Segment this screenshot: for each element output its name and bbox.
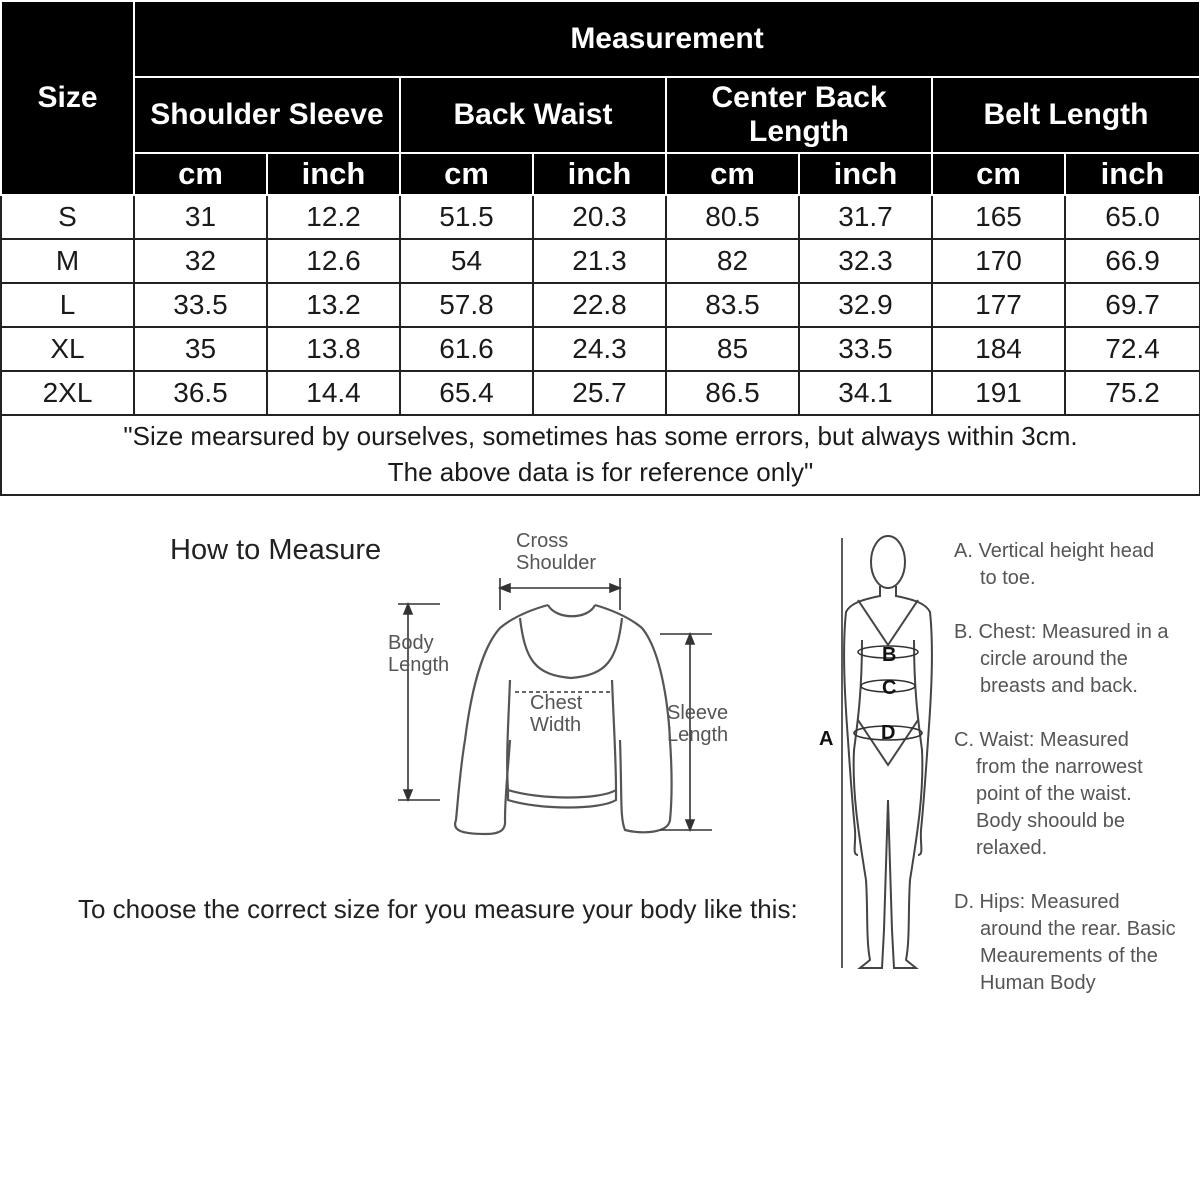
value-cell: 31.7	[799, 195, 932, 239]
sleeve-length-label: Sleeve Length	[667, 702, 729, 746]
measurement-header: Measurement	[134, 1, 1200, 77]
value-cell: 69.7	[1065, 283, 1200, 327]
value-cell: 72.4	[1065, 327, 1200, 371]
size-header: Size	[1, 1, 134, 195]
body-letter-c: C	[882, 677, 897, 699]
group-belt-length: Belt Length	[932, 77, 1200, 153]
value-cell: 32	[134, 239, 267, 283]
unit-header: inch	[1065, 153, 1200, 195]
measure-guide	[0, 500, 1200, 1200]
size-cell: L	[1, 283, 134, 327]
body-length-label: Body Length	[388, 632, 450, 676]
value-cell: 80.5	[666, 195, 799, 239]
table-row	[1, 283, 1200, 327]
value-cell: 33.5	[134, 283, 267, 327]
value-cell: 177	[932, 283, 1065, 327]
value-cell: 36.5	[134, 371, 267, 415]
note-line-1: "Size mearsured by ourselves, sometimes has some errors, but always within 3cm.	[123, 421, 1078, 451]
human-body-illustration	[844, 536, 932, 968]
unit-header: cm	[932, 153, 1065, 195]
body-letter-b: B	[882, 644, 897, 666]
value-cell: 65.0	[1065, 195, 1200, 239]
body-letter-d: D	[881, 722, 896, 744]
value-cell: 22.8	[533, 283, 666, 327]
cross-shoulder-label: Cross Shoulder	[516, 530, 597, 574]
value-cell: 25.7	[533, 371, 666, 415]
description-a: A. Vertical height head to toe.	[954, 540, 1155, 589]
unit-header: cm	[666, 153, 799, 195]
value-cell: 85	[666, 327, 799, 371]
value-cell: 86.5	[666, 371, 799, 415]
table-row	[1, 239, 1200, 283]
value-cell: 35	[134, 327, 267, 371]
table-note-row	[1, 415, 1200, 495]
value-cell: 61.6	[400, 327, 533, 371]
value-cell: 20.3	[533, 195, 666, 239]
description-b: B. Chest: Measured in a circle around the breasts and back.	[954, 621, 1169, 697]
size-cell: M	[1, 239, 134, 283]
size-chart-table	[0, 0, 1200, 496]
value-cell: 12.6	[267, 239, 400, 283]
value-cell: 24.3	[533, 327, 666, 371]
unit-header: inch	[267, 153, 400, 195]
value-cell: 12.2	[267, 195, 400, 239]
value-cell: 31	[134, 195, 267, 239]
group-shoulder-sleeve: Shoulder Sleeve	[134, 77, 400, 153]
value-cell: 83.5	[666, 283, 799, 327]
chest-width-label: Chest Width	[530, 692, 583, 736]
unit-header: inch	[533, 153, 666, 195]
unit-header: inch	[799, 153, 932, 195]
value-cell: 54	[400, 239, 533, 283]
table-row	[1, 195, 1200, 239]
unit-header: cm	[134, 153, 267, 195]
note-line-2: The above data is for reference only"	[387, 457, 814, 487]
value-cell: 82	[666, 239, 799, 283]
value-cell: 13.2	[267, 283, 400, 327]
value-cell: 32.9	[799, 283, 932, 327]
value-cell: 51.5	[400, 195, 533, 239]
value-cell: 13.8	[267, 327, 400, 371]
table-row	[1, 371, 1200, 415]
value-cell: 184	[932, 327, 1065, 371]
description-c: C. Waist: Measured from the narrowest point of the waist. Body shoould be relaxed.	[954, 729, 1143, 859]
group-center-back-length: Center Back Length	[666, 77, 932, 153]
value-cell: 33.5	[799, 327, 932, 371]
value-cell: 165	[932, 195, 1065, 239]
group-back-waist: Back Waist	[400, 77, 666, 153]
value-cell: 66.9	[1065, 239, 1200, 283]
value-cell: 21.3	[533, 239, 666, 283]
choose-size-instruction: To choose the correct size for you measure your body like this:	[78, 894, 798, 924]
unit-header: cm	[400, 153, 533, 195]
how-to-measure-title: How to Measure	[170, 534, 382, 566]
value-cell: 65.4	[400, 371, 533, 415]
value-cell: 75.2	[1065, 371, 1200, 415]
value-cell: 191	[932, 371, 1065, 415]
reference-note	[1, 415, 1200, 495]
table-row	[1, 327, 1200, 371]
description-d: D. Hips: Measured around the rear. Basic Meaurements of the Human Body	[954, 891, 1176, 994]
value-cell: 32.3	[799, 239, 932, 283]
value-cell: 14.4	[267, 371, 400, 415]
body-letter-a: A	[819, 728, 834, 750]
value-cell: 170	[932, 239, 1065, 283]
value-cell: 57.8	[400, 283, 533, 327]
size-cell: 2XL	[1, 371, 134, 415]
value-cell: 34.1	[799, 371, 932, 415]
size-cell: XL	[1, 327, 134, 371]
size-cell: S	[1, 195, 134, 239]
